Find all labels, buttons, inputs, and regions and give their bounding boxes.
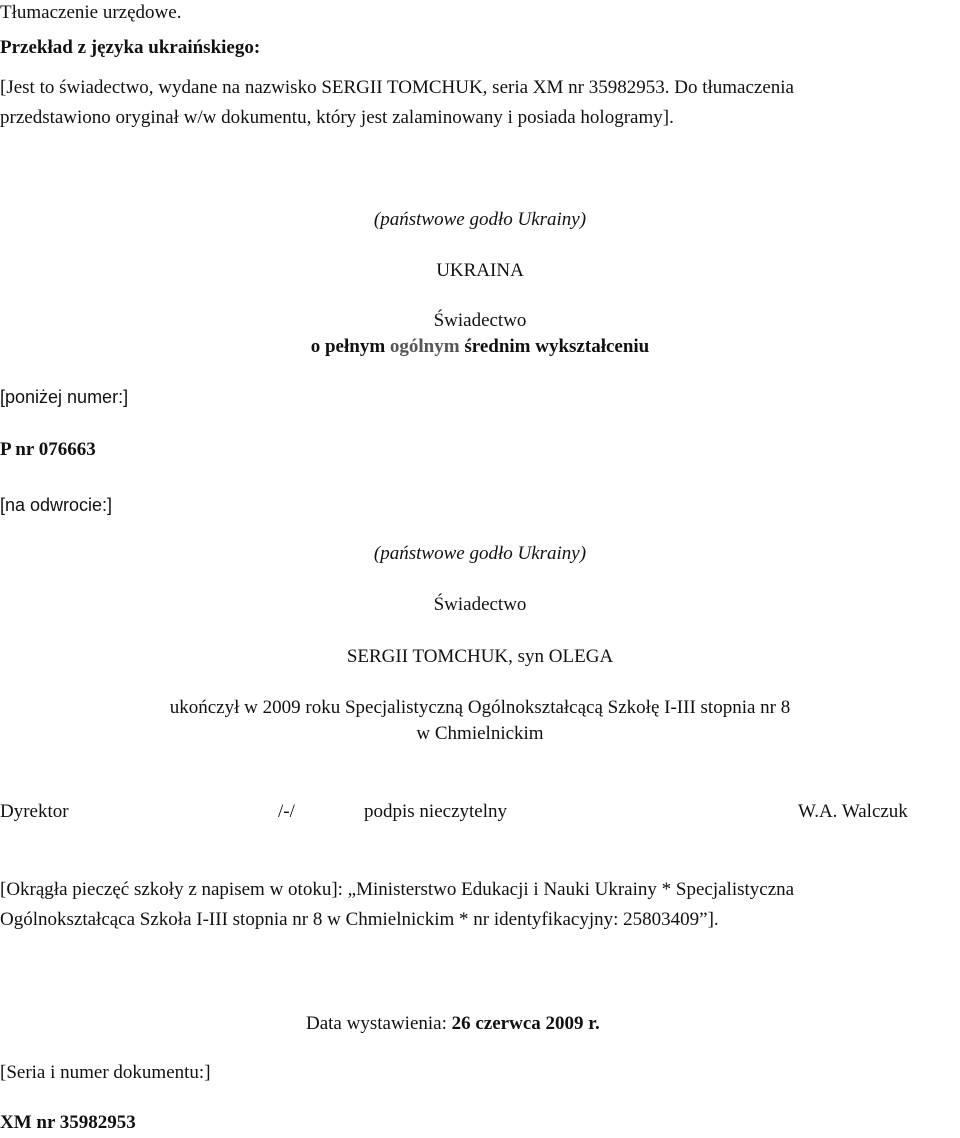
back-emblem-note: (państwowe godło Ukrainy) [373, 543, 587, 564]
stamp-line-2: Ogólnokształcąca Szkoła I-III stopnia nr 8 w Chmielnickim * nr identyfikacyjny: 25803409”]. [0, 909, 719, 930]
completion-line-1: ukończył w 2009 roku Specjalistyczną Ogólnokształcącą Szkołę I-III stopnia nr 8 [169, 697, 791, 718]
issue-date: 26 czerwca 2009 r. [451, 1013, 600, 1034]
series-number: XM nr 35982953 [0, 1112, 136, 1133]
translation-type: Tłumaczenie urzędowe. [0, 2, 182, 23]
holder-name: SERGII TOMCHUK, syn OLEGA [346, 646, 614, 667]
series-label: [Seria i numer dokumentu:] [0, 1062, 211, 1083]
subtitle-suffix: średnim wykształceniu [459, 336, 650, 357]
translation-source-language: Przekład z języka ukraińskiego: [0, 37, 261, 58]
subtitle-prefix: o pełnym [310, 336, 390, 357]
signature-role: Dyrektor [0, 801, 69, 822]
back-document-title: Świadectwo [433, 594, 527, 615]
front-document-title: Świadectwo [433, 310, 527, 331]
stamp-line-1: [Okrągła pieczęć szkoły z napisem w otoku]: „Ministerstwo Edukacji i Nauki Ukrainy * Specjalistyczna [0, 879, 795, 900]
signature-mark: /-/ [278, 801, 295, 822]
director-name: W.A. Walczuk [798, 801, 908, 822]
reverse-label: [na odwrocie:] [0, 495, 113, 515]
subtitle-emphasis: ogólnym [389, 336, 460, 357]
intro-line-2: przedstawiono oryginał w/w dokumentu, który jest zalaminowany i posiada hologramy]. [0, 107, 674, 128]
issue-date-line [306, 1009, 600, 1039]
front-country: UKRAINA [436, 260, 524, 281]
front-document-subtitle [0, 332, 960, 362]
completion-line-2: w Chmielnickim [416, 723, 544, 744]
below-number-label: [poniżej numer:] [0, 387, 129, 407]
intro-line-1: [Jest to świadectwo, wydane na nazwisko SERGII TOMCHUK, seria XM nr 35982953. Do tłumaczenia [0, 77, 794, 98]
front-emblem-note: (państwowe godło Ukrainy) [373, 209, 587, 230]
issue-date-label: Data wystawienia: [306, 1013, 452, 1034]
signature-note: podpis nieczytelny [364, 801, 507, 822]
document-number: P nr 076663 [0, 439, 96, 460]
